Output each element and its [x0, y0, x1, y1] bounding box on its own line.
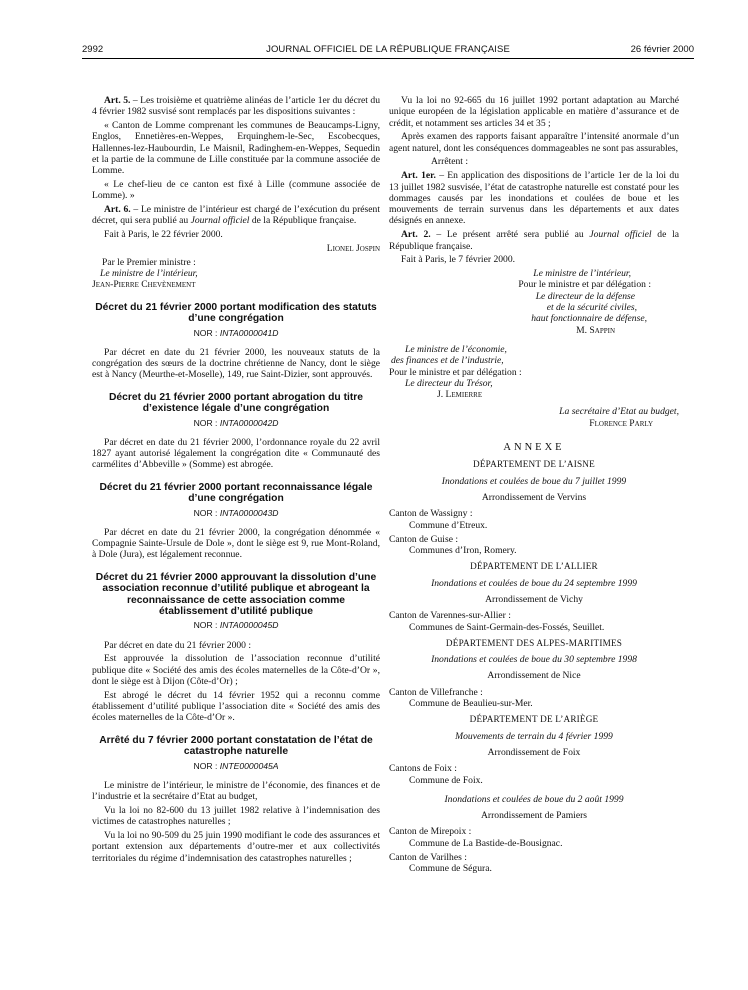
- signature-block-budget: [389, 406, 679, 429]
- article-6-label: Art. 6.: [104, 204, 131, 216]
- canton-varennes: Canton de Varennes-sur-Allier :: [389, 610, 511, 622]
- article-2-text-a: – Le présent arrêté sera publié au: [430, 229, 590, 241]
- signature-block-interieur: [389, 268, 679, 336]
- journal-title: JOURNAL OFFICIEL DE LA RÉPUBLIQUE FRANÇAISE: [266, 44, 510, 55]
- decree-4-dissolution: Est approuvée la dissolution de l’association reconnue d’utilité publique dite « Société des amis des écoles maternelles de la Côte-d’Or », dont le siège est à Dijon (Côte-d’Or) ;: [92, 653, 380, 688]
- article-2-label: Art. 2.: [401, 229, 431, 241]
- event-alpes-maritimes: Inondations et coulées de boue du 30 septembre 1998: [431, 654, 637, 666]
- article-6-text-a: – Le ministre de l’intérieur est chargé de l’exécution du présent décret, qui sera publié au: [92, 204, 380, 227]
- decree-4-abrogation: Est abrogé le décret du 14 février 1952 qui a reconnu comme établissement d’utilité publique l’association dite « Société des amis des écoles maternelles de la Côte-d’Or ».: [92, 689, 380, 724]
- arrete-vu-loi-1982: Vu la loi no 82-600 du 13 juillet 1982 relative à l’indemnisation des victimes de catastrophes naturelles ;: [92, 804, 380, 828]
- event-allier: Inondations et coulées de boue du 24 septembre 1999: [431, 577, 637, 589]
- nor-label: NOR :: [193, 760, 220, 771]
- nor-label: NOR :: [193, 417, 220, 428]
- sig-interieur-line: Le ministre de l’intérieur,: [533, 268, 631, 280]
- page-header: [82, 44, 694, 58]
- right-column: [389, 95, 679, 878]
- nor-code: INTA0000042D: [219, 417, 279, 428]
- canton-mirepoix: Canton de Mirepoix :: [389, 826, 472, 838]
- canton-foix: Cantons de Foix :: [389, 763, 457, 775]
- departement-alpes-maritimes: DÉPARTEMENT DES ALPES-MARITIMES: [445, 637, 623, 648]
- arrete-title: Arrêté du 7 février 2000 portant constatation de l’état de catastrophe naturelle: [99, 734, 373, 758]
- page-number: 2992: [82, 44, 104, 55]
- article-5-text: – Les troisième et quatrième alinéas de l’article 1er du décret du 4 février 1982 susvisé sont remplacés par les dispositions suivantes :: [92, 95, 380, 118]
- par-premier-ministre: Par le Premier ministre :: [102, 256, 196, 268]
- commune-etreux: Commune d’Etreux.: [409, 519, 488, 531]
- canton-wassigny: Canton de Wassigny :: [389, 508, 473, 520]
- commune-segura: Commune de Ségura.: [409, 863, 492, 875]
- article-1-text: – En application des dispositions de l’article 1er de la loi du 13 juillet 1982 susvisée, l’état de catastrophe naturelle est constaté pour les dommages causés par les inondations et coulées de boue et les mouvements de terrain survenus dans les départements et aux dates désignés en annexe.: [389, 170, 679, 227]
- arrondissement-foix: Arrondissement de Foix: [487, 746, 581, 758]
- sig-economie-line: Le ministre de l’économie,: [405, 343, 507, 355]
- article-6-journal: Journal officiel: [190, 215, 250, 227]
- article-1-label: Art. 1er.: [401, 170, 436, 182]
- canton-villefranche: Canton de Villefranche :: [389, 686, 483, 698]
- article-1: [389, 170, 679, 226]
- apres-examen: Après examen des rapports faisant apparaître l’intensité anormale d’un agent naturel, dont les conséquences dommageables ne sont pas assurables,: [389, 131, 679, 154]
- arrondissement-vichy: Arrondissement de Vichy: [485, 593, 583, 605]
- article-2: [389, 229, 679, 252]
- signature-chevenement: Jean-Pierre Chevènement: [92, 279, 196, 291]
- signature-block-economie: [389, 344, 679, 400]
- signature-sappin: M. Sappin: [576, 324, 615, 336]
- vu-loi-1992: Vu la loi no 92-665 du 16 juillet 1992 portant adaptation au Marché unique européen de la législation applicable en matière d’assurance et de crédit, et notamment ses articles 34 et 35 ;: [389, 95, 679, 129]
- event-aisne: Inondations et coulées de boue du 7 juillet 1999: [441, 475, 627, 487]
- arrete-vu-loi-1990: Vu la loi no 90-509 du 25 juin 1990 modifiant le code des assurances et portant extension aux départements d’outre-mer et aux collectivités territoriales du régime d’indemnisation des catastrophes naturelles ;: [92, 830, 380, 864]
- decree-4-intro: Par décret en date du 21 février 2000 :: [104, 639, 252, 651]
- header-rule: [82, 58, 694, 59]
- decree-2-text: Par décret en date du 21 février 2000, l’ordonnance royale du 22 avril 1827 ayant autorisé légalement la congrégation dite « Communauté des carmélites d’Abbeville » (Somme) est abrogée.: [92, 436, 380, 471]
- commune-beaulieu: Commune de Beaulieu-sur-Mer.: [409, 698, 533, 710]
- sig-finances-line: des finances et de l’industrie,: [391, 355, 504, 367]
- nor-code: INTE0000045A: [219, 760, 279, 771]
- arrondissement-pamiers: Arrondissement de Pamiers: [480, 810, 588, 822]
- article-2-journal: Journal officiel: [589, 229, 652, 241]
- communes-saint-germain: Communes de Saint-Germain-des-Fossés, Seuillet.: [409, 621, 605, 633]
- sig-haut-fonctionnaire-line: haut fonctionnaire de défense,: [531, 313, 647, 325]
- signature-parly: Florence Parly: [589, 417, 653, 429]
- article-5: [92, 95, 380, 118]
- sig-budget-line: La secrétaire d’Etat au budget,: [559, 406, 679, 418]
- decree-2-title: Décret du 21 février 2000 portant abrogation du titre d’existence légale d’une congrégation: [108, 391, 364, 415]
- article-6-text-b: de la République française.: [249, 215, 357, 227]
- sig-directeur-line: Le directeur de la défense: [535, 290, 635, 302]
- canton-varilhes: Canton de Varilhes :: [389, 852, 467, 864]
- commune-foix: Commune de Foix.: [409, 774, 483, 786]
- article-5-label: Art. 5.: [104, 95, 131, 106]
- nor-label: NOR :: [193, 507, 220, 518]
- decree-3-text: Par décret en date du 21 février 2000, la congrégation dénommée « Compagnie Sainte-Ursule de Dole », dont le siège est 9, rue Mont-Roland, à Dole (Jura), est légalement reconnue.: [92, 526, 380, 561]
- nor-label: NOR :: [193, 620, 220, 631]
- arrondissement-vervins: Arrondissement de Vervins: [481, 491, 587, 503]
- nor-code: INTA0000045D: [219, 620, 279, 631]
- left-column: [92, 95, 380, 866]
- fait-paris-7: Fait à Paris, le 7 février 2000.: [401, 254, 516, 266]
- decree-3-title: Décret du 21 février 2000 portant reconnaissance légale d’une congrégation: [99, 481, 373, 505]
- sig-securite-line: et de la sécurité civiles,: [546, 302, 637, 314]
- ministre-interieur: Le ministre de l’intérieur,: [100, 268, 198, 280]
- arrete-nor: [92, 761, 380, 772]
- quote-chef-lieu: « Le chef-lieu de ce canton est fixé à Lille (commune associée de Lomme). »: [92, 179, 380, 202]
- arretent: Arrêtent :: [431, 156, 469, 168]
- departement-allier: DÉPARTEMENT DE L’ALLIER: [470, 561, 598, 572]
- decree-1-title: Décret du 21 février 2000 portant modification des statuts d’une congrégation: [95, 301, 377, 325]
- decree-2-nor: [92, 418, 380, 429]
- quote-canton: « Canton de Lomme comprenant les communes de Beaucamps-Ligny, Englos, Ennetières-en-Weppes, Erquinghem-le-Sec, Escobecques, Hallennes-lez-Haubourdin, Le Maisnil, Radinghem-en-Weppes, Sequedin et la partie de la commune de Lille constituée par la commune associée de Lomme.: [92, 120, 380, 177]
- annexe-title: ANNEXE: [503, 442, 565, 454]
- sig-delegation-line: Pour le ministre et par délégation :: [389, 366, 522, 378]
- issue-date: 26 février 2000: [630, 44, 694, 55]
- event-ariege-terrain: Mouvements de terrain du 4 février 1999: [455, 730, 613, 742]
- nor-code: INTA0000041D: [219, 327, 279, 338]
- signature-lemierre: J. Lemierre: [437, 389, 483, 401]
- arrete-ministers: Le ministre de l’intérieur, le ministre de l’économie, des finances et de l’industrie et la secrétaire d’Etat au budget,: [92, 779, 380, 803]
- article-2-text-b: de la République française.: [389, 229, 679, 252]
- nor-label: NOR :: [193, 327, 220, 338]
- departement-ariege: DÉPARTEMENT DE L’ARIÈGE: [469, 714, 599, 725]
- decree-4-nor: [92, 620, 380, 631]
- sig-tresor-line: Le directeur du Trésor,: [405, 377, 493, 389]
- communes-iron-romery: Communes d’Iron, Romery.: [409, 545, 517, 557]
- decree-3-nor: [92, 508, 380, 519]
- article-6: [92, 204, 380, 227]
- decree-4-title: Décret du 21 février 2000 approuvant la dissolution d’une association reconnue d’utilité publique et abrogeant la reconnaissance de cette association comme établissement d’utilité publique: [95, 571, 377, 617]
- decree-1-text: Par décret en date du 21 février 2000, les nouveaux statuts de la congrégation des sœurs de la doctrine chrétienne de Nancy, dont le siège est à Nancy (Meurthe-et-Moselle), 149, rue Saint-Dizier, sont approuvés.: [92, 346, 380, 381]
- arrondissement-nice: Arrondissement de Nice: [487, 670, 581, 682]
- nor-code: INTA0000043D: [219, 507, 279, 518]
- canton-guise: Canton de Guise :: [389, 533, 459, 545]
- decree-1-nor: [92, 328, 380, 339]
- signature-jospin: Lionel Jospin: [326, 243, 380, 255]
- commune-bastide: Commune de La Bastide-de-Bousignac.: [409, 837, 563, 849]
- departement-aisne: DÉPARTEMENT DE L’AISNE: [473, 459, 595, 470]
- fait-paris-22: Fait à Paris, le 22 février 2000.: [104, 229, 223, 241]
- event-ariege-inondations: Inondations et coulées de boue du 2 août 1999: [444, 793, 624, 805]
- sig-delegation-line: Pour le ministre et par délégation :: [518, 279, 651, 291]
